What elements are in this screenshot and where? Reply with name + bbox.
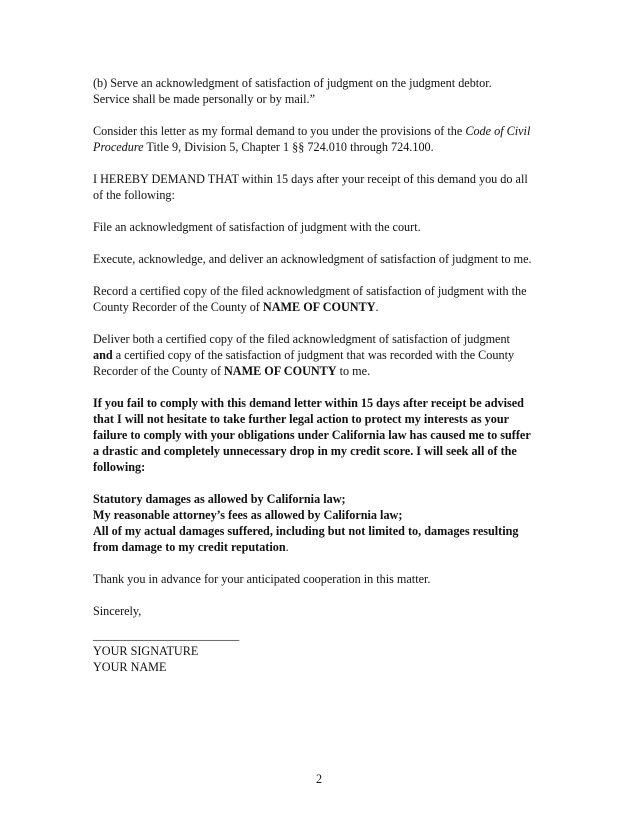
paragraph-file-acknowledgment — [93, 219, 553, 235]
text-run: a certified copy of the satisfaction of judgment that was recorded with the County — [112, 348, 515, 362]
text-run: to me. — [336, 364, 371, 378]
text-line: that I will not hesitate to take further legal action to protect my interests as your — [93, 412, 510, 426]
code-title-italic: Code of Civil — [465, 124, 531, 138]
text-line: a drastic and completely unnecessary drop in my credit score. I will seek all of the — [93, 444, 517, 458]
text-line: My reasonable attorney’s fees as allowed by California law; — [93, 508, 403, 522]
text-line: I HEREBY DEMAND THAT within 15 days after your receipt of this demand you do all — [93, 172, 528, 186]
county-placeholder: NAME OF COUNTY — [262, 300, 376, 314]
text-line: Service shall be made personally or by mail.” — [93, 92, 316, 106]
text-run: . — [285, 540, 289, 554]
signature-line: ________________________ — [93, 628, 240, 642]
text-run: Recorder of the County of — [93, 364, 224, 378]
text-line — [93, 299, 553, 315]
text-line: Thank you in advance for your anticipated cooperation in this matter. — [93, 572, 431, 586]
text-line: If you fail to comply with this demand letter within 15 days after receipt be advised — [93, 396, 524, 410]
paragraph-execute-acknowledgment — [93, 251, 553, 267]
text-line: Deliver both a certified copy of the filed acknowledgment of satisfaction of judgment — [93, 332, 510, 346]
text-line: following: — [93, 460, 146, 474]
text-run: Consider this letter as my formal demand to you under the provisions of the — [93, 124, 466, 138]
paragraph-thank-you — [93, 571, 553, 587]
text-run: Title 9, Division 5, Chapter 1 §§ 724.010 through 724.100. — [143, 140, 434, 154]
text-line: failure to comply with your obligations under California law has caused me to suffer — [93, 428, 531, 442]
text-line: Statutory damages as allowed by California law; — [93, 492, 346, 506]
text-run: . — [375, 300, 379, 314]
paragraph-hereby-demand — [93, 171, 553, 203]
paragraph-formal-demand — [93, 123, 553, 155]
text-line: File an acknowledgment of satisfaction of judgment with the court. — [93, 220, 421, 234]
paragraph-damages-list — [93, 491, 553, 555]
text-line — [93, 139, 553, 155]
paragraph-record-copy — [93, 283, 553, 315]
text-line — [93, 123, 553, 139]
text-line: All of my actual damages suffered, including but not limited to, damages resulting — [93, 524, 519, 538]
text-line — [93, 539, 553, 555]
text-line: (b) Serve an acknowledgment of satisfaction of judgment on the judgment debtor. — [93, 76, 492, 90]
text-run-bold: from damage to my credit reputation — [93, 540, 286, 554]
paragraph-warning — [93, 395, 553, 475]
letter-body — [93, 75, 553, 675]
text-line: Execute, acknowledge, and deliver an acknowledgment of satisfaction of judgment to me. — [93, 252, 532, 266]
text-line: Record a certified copy of the filed acknowledgment of satisfaction of judgment with the — [93, 284, 527, 298]
bold-and: and — [93, 348, 113, 362]
signature-label: YOUR SIGNATURE — [93, 644, 199, 658]
code-title-italic: Procedure — [93, 140, 144, 154]
text-line — [93, 347, 553, 363]
page-number: 2 — [315, 772, 323, 786]
paragraph-service-clause — [93, 75, 553, 107]
text-line — [93, 363, 553, 379]
county-placeholder: NAME OF COUNTY — [223, 364, 337, 378]
closing-text: Sincerely, — [93, 604, 142, 618]
text-run: County Recorder of the County of — [93, 300, 263, 314]
closing-block — [93, 603, 553, 675]
text-line: of the following: — [93, 188, 175, 202]
name-label: YOUR NAME — [93, 660, 167, 674]
paragraph-deliver-copies — [93, 331, 553, 379]
